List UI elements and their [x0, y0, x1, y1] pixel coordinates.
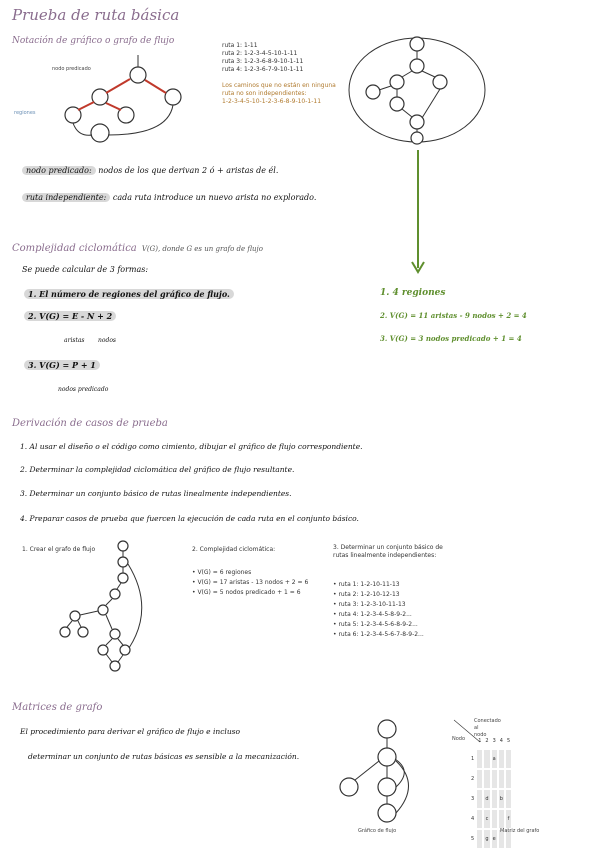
matrices-heading: Matrices de grafo [12, 702, 103, 713]
graph-node [70, 611, 80, 621]
matrix-cell [477, 770, 482, 788]
matrix-cell [484, 750, 489, 768]
graph-caption: Gráfico de flujo [358, 828, 397, 834]
graph-node [378, 804, 396, 822]
result-3: 3. V(G) = 3 nodos predicado + 1 = 4 [380, 334, 522, 343]
matrix-cell [506, 770, 511, 788]
matrix-cell: c [484, 810, 489, 828]
def-independiente-text: cada ruta introduce un nuevo arista no explorado. [112, 193, 317, 202]
result-2: 2. V(G) = 11 aristas - 9 nodos + 2 = 4 [380, 311, 527, 320]
col-header: 4 [499, 738, 503, 744]
derivation-step-4: 4. Preparar casos de prueba que fuercen la ejecución de cada ruta en el conjunto básico. [20, 514, 359, 523]
route-item: • ruta 5: 1-2-3-4-5-6-8-9-2... [333, 621, 418, 628]
matrix-cell: d [484, 790, 489, 808]
graph-node [118, 541, 128, 551]
graph-node [390, 75, 404, 89]
example-col2-title: 2. Complejidad ciclomática: [192, 546, 276, 553]
def-predicado-text: nodos de los que derivan 2 ó + aristas de él. [98, 166, 279, 175]
matrix-cell [492, 770, 497, 788]
complexity-form-2: 2. V(G) = E - N + 2 [24, 311, 116, 321]
example-col3-title-1: 3. Determinar un conjunto básico de [333, 544, 443, 551]
route-item: • ruta 2: 1-2-10-12-13 [333, 591, 400, 598]
complexity-form-1: 1. El número de regiones del gráfico de flujo. [24, 289, 234, 299]
graph-edge [402, 109, 412, 117]
row-header: 2 [471, 776, 475, 782]
graph-edge [106, 79, 130, 93]
matrix-cell: e [492, 830, 497, 848]
matrix-cell: g [484, 830, 489, 848]
matrix-cell [499, 750, 504, 768]
graph-edge [73, 123, 92, 135]
graph-edge [145, 80, 166, 93]
complexity-heading-tail: V(G), donde G es un grafo de flujo [141, 245, 263, 253]
matrix-cell [477, 750, 482, 768]
term-predicado: nodo predicado: [22, 166, 96, 175]
graph-node [378, 720, 396, 738]
route-item: • ruta 1: 1-2-10-11-13 [333, 581, 400, 588]
matrix-cell: a [492, 750, 497, 768]
graph-edge [106, 103, 121, 110]
graph-node [433, 75, 447, 89]
label-nodo-predicado: nodo predicado [52, 66, 91, 72]
graph-node [410, 37, 424, 51]
graph-edge [78, 102, 94, 110]
graph-edge [422, 89, 440, 118]
matrix-corner-1: Conectado [474, 718, 501, 724]
graph-node [60, 627, 70, 637]
graph-node [130, 67, 146, 83]
complexity-intro: Se puede calcular de 3 formas: [22, 265, 149, 274]
matrices-text-1: El procedimiento para derivar el gráfico de flujo e incluso [20, 727, 241, 736]
graph-node [98, 605, 108, 615]
matrix-cell [499, 770, 504, 788]
col-header: 3 [492, 738, 496, 744]
complexity-heading-row [12, 236, 263, 255]
derivation-step-1: 1. Al usar el diseño o el código como cimiento, dibujar el gráfico de flujo correspondiente. [20, 442, 363, 451]
notation-graph [8, 55, 198, 155]
result-1: 1. 4 regiones [380, 288, 446, 298]
graph-node [92, 89, 108, 105]
col-header: 2 [485, 738, 489, 744]
example-col1-title: 1. Crear el grafo de flujo [22, 546, 96, 553]
complexity-item: • V(G) = 6 regiones [192, 569, 252, 576]
example-col2-list [192, 568, 308, 598]
green-arrow [410, 150, 426, 280]
graph-node [110, 661, 120, 671]
note-line: 1-2-3-4-5-10-1-2-3-6-8-9-10-1-11 [222, 98, 322, 105]
graph-edge [422, 71, 435, 77]
flow-graph-regions [345, 30, 490, 150]
complexity-heading: Complejidad ciclomática [12, 243, 137, 254]
graph-edge [379, 86, 391, 90]
route-item: ruta 3: 1-2-3-6-8-9-10-1-11 [222, 58, 304, 65]
derivation-step-3: 3. Determinar un conjunto básico de rutas linealmente independientes. [20, 489, 292, 498]
row-header: 4 [471, 816, 475, 822]
row-header: 3 [471, 796, 475, 802]
matrix-corner-2: al nodo [474, 725, 487, 738]
note-line: ruta no son independientes: [222, 90, 307, 97]
graph-node [118, 557, 128, 567]
graph-node [366, 85, 380, 99]
graph-node [390, 97, 404, 111]
example-col3-list [333, 580, 424, 640]
route-item: • ruta 4: 1-2-3-4-5-8-9-2... [333, 611, 412, 618]
route-item: • ruta 3: 1-2-3-10-11-13 [333, 601, 406, 608]
col-header: 1 [478, 738, 482, 744]
notation-heading: Notación de gráfico o grafo de flujo [12, 36, 175, 46]
matrix-caption: Matriz del grafo [500, 828, 540, 834]
graph-node [378, 748, 396, 766]
graph-node [110, 589, 120, 599]
sub-nodos: nodos [98, 337, 117, 344]
matrix-cell: b [499, 790, 504, 808]
derivation-step-2: 2. Determinar la complejidad ciclomática del gráfico de flujo resultante. [20, 465, 295, 474]
graph-node [410, 115, 424, 129]
matrix-cell [499, 810, 504, 828]
col-header: 5 [506, 738, 511, 744]
def-predicado [22, 166, 278, 175]
graph-node [378, 778, 396, 796]
matrix-cell [492, 790, 497, 808]
matrix-flow-graph [335, 715, 425, 830]
matrix-cell [492, 810, 497, 828]
sub-nodos-predicado: nodos predicado [58, 386, 109, 393]
row-header: 5 [471, 836, 475, 842]
route-item: ruta 4: 1-2-3-6-7-9-10-1-11 [222, 66, 304, 73]
graph-node [78, 627, 88, 637]
routes-list [222, 42, 336, 106]
graph-node [110, 629, 120, 639]
matrix-cell [506, 790, 511, 808]
graph-edge [402, 71, 412, 77]
matrix-cell [477, 830, 482, 848]
graph-node [411, 132, 423, 144]
route-item: ruta 1: 1-11 [222, 42, 258, 49]
example-col3-title-2: rutas linealmente independientes: [333, 552, 437, 559]
complexity-item: • V(G) = 5 nodos predicado + 1 = 6 [192, 589, 301, 596]
term-independiente: ruta independiente: [22, 193, 110, 202]
matrices-text-2: determinar un conjunto de rutas básicas es sensible a la mecanización. [28, 752, 300, 761]
matrix-cell: f [506, 810, 511, 828]
def-independiente [22, 193, 316, 202]
matrix-cell [506, 750, 511, 768]
note-line: Los caminos que no están en ninguna [222, 82, 336, 89]
derivation-heading: Derivación de casos de prueba [12, 418, 168, 429]
matrix-corner-3: Nodo [452, 736, 466, 742]
graph-node [340, 778, 358, 796]
graph-node [120, 645, 130, 655]
complexity-form-3: 3. V(G) = P + 1 [24, 360, 100, 370]
route-item: ruta 2: 1-2-3-4-5-10-1-11 [222, 50, 298, 57]
complexity-item: • V(G) = 17 aristas - 13 nodos + 2 = 6 [192, 579, 309, 586]
graph-node [98, 645, 108, 655]
route-item: • ruta 6: 1-2-3-4-5-6-7-8-9-2... [333, 631, 424, 638]
graph-node [91, 124, 109, 142]
row-header: 1 [471, 756, 475, 762]
graph-node [118, 573, 128, 583]
example-flow-graph [45, 538, 165, 678]
matrix-cell [477, 810, 482, 828]
graph-node [410, 59, 424, 73]
sub-aristas: aristas [64, 337, 85, 344]
page-title: Prueba de ruta básica [12, 6, 180, 24]
matrix-cell [477, 790, 482, 808]
label-regiones: regiones [14, 110, 36, 116]
graph-node [165, 89, 181, 105]
matrix-cell [484, 770, 489, 788]
